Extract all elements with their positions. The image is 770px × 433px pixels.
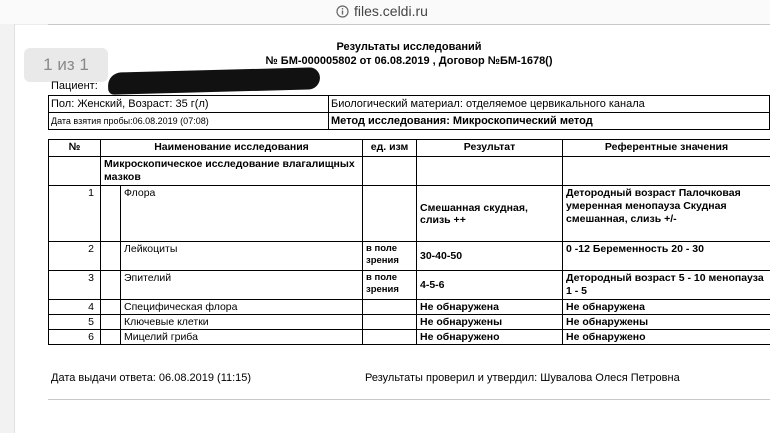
table-row <box>49 242 770 271</box>
lock-icon <box>336 5 349 18</box>
test-unit <box>363 186 417 242</box>
col-number-header: № <box>49 140 101 157</box>
test-reference: Детородный возраст Палочковая умеренная менопауза Скудная смешанная, слизь +/- <box>563 186 770 242</box>
viewer-left-edge <box>0 24 15 433</box>
test-result: Смешанная скудная, слизь ++ <box>417 186 563 242</box>
test-name: Эпителий <box>121 271 363 300</box>
row-number: 2 <box>49 242 101 271</box>
test-unit: в поле зрения <box>363 271 417 300</box>
test-result: Не обнаружены <box>417 315 563 330</box>
redaction-mark <box>108 67 321 95</box>
test-result: Не обнаружено <box>417 330 563 345</box>
test-name: Лейкоциты <box>121 242 363 271</box>
test-name: Ключевые клетки <box>121 315 363 330</box>
results-table <box>48 139 770 345</box>
table-row <box>49 271 770 300</box>
table-row <box>49 300 770 315</box>
test-unit <box>363 300 417 315</box>
test-unit: в поле зрения <box>363 242 417 271</box>
url-text: files.celdi.ru <box>354 3 428 19</box>
row-number: 1 <box>49 186 101 242</box>
row-number: 4 <box>49 300 101 315</box>
patient-info-grid <box>48 95 770 130</box>
sex-age-cell: Пол: Женский, Возраст: 35 г(л) <box>49 96 329 113</box>
test-result: 4-5-6 <box>417 271 563 300</box>
document-bottom-edge <box>48 399 770 400</box>
test-name: Мицелий гриба <box>121 330 363 345</box>
test-unit <box>363 330 417 345</box>
test-reference: Детородный возраст 5 - 10 менопауза 1 - 5 <box>563 271 770 300</box>
page-indicator: 1 из 1 <box>24 48 108 82</box>
sample-date-cell: Дата взятия пробы:06.08.2019 (07:08) <box>49 113 329 130</box>
col-result-header: Результат <box>417 140 563 157</box>
test-result: 30-40-50 <box>417 242 563 271</box>
col-unit-header: ед. изм <box>363 140 417 157</box>
verified-by: Результаты проверил и утвердил: Шувалова Олеся Петровна <box>365 372 680 384</box>
table-row <box>49 315 770 330</box>
test-reference: Не обнаружено <box>563 330 770 345</box>
test-reference: Не обнаружена <box>563 300 770 315</box>
bio-material-cell: Биологический материал: отделяемое цервикального канала <box>329 96 770 113</box>
document-number: № БМ-000005802 от 06.08.2019 , Договор №БМ-1678() <box>265 55 553 67</box>
document-title: Результаты исследований <box>336 41 482 53</box>
browser-address-bar[interactable] <box>0 0 770 25</box>
test-name: Специфическая флора <box>121 300 363 315</box>
table-row <box>49 186 770 242</box>
url-display[interactable] <box>336 3 428 19</box>
test-name: Флора <box>121 186 363 242</box>
col-reference-header: Референтные значения <box>563 140 770 157</box>
row-number: 6 <box>49 330 101 345</box>
col-name-header: Наименование исследования <box>101 140 363 157</box>
test-result: Не обнаружена <box>417 300 563 315</box>
method-cell: Метод исследования: Микроскопический метод <box>329 113 770 130</box>
table-row <box>49 330 770 345</box>
issue-date: Дата выдачи ответа: 06.08.2019 (11:15) <box>51 372 252 384</box>
row-number: 5 <box>49 315 101 330</box>
section-title: Микроскопическое исследование влагалищных мазков <box>101 157 363 186</box>
test-reference: Не обнаружены <box>563 315 770 330</box>
patient-label: Пациент: <box>51 80 98 92</box>
row-number: 3 <box>49 271 101 300</box>
document-top-edge <box>48 24 770 25</box>
section-row <box>49 157 770 186</box>
test-unit <box>363 315 417 330</box>
table-header-row <box>49 140 770 157</box>
test-reference: 0 -12 Беременность 20 - 30 <box>563 242 770 271</box>
